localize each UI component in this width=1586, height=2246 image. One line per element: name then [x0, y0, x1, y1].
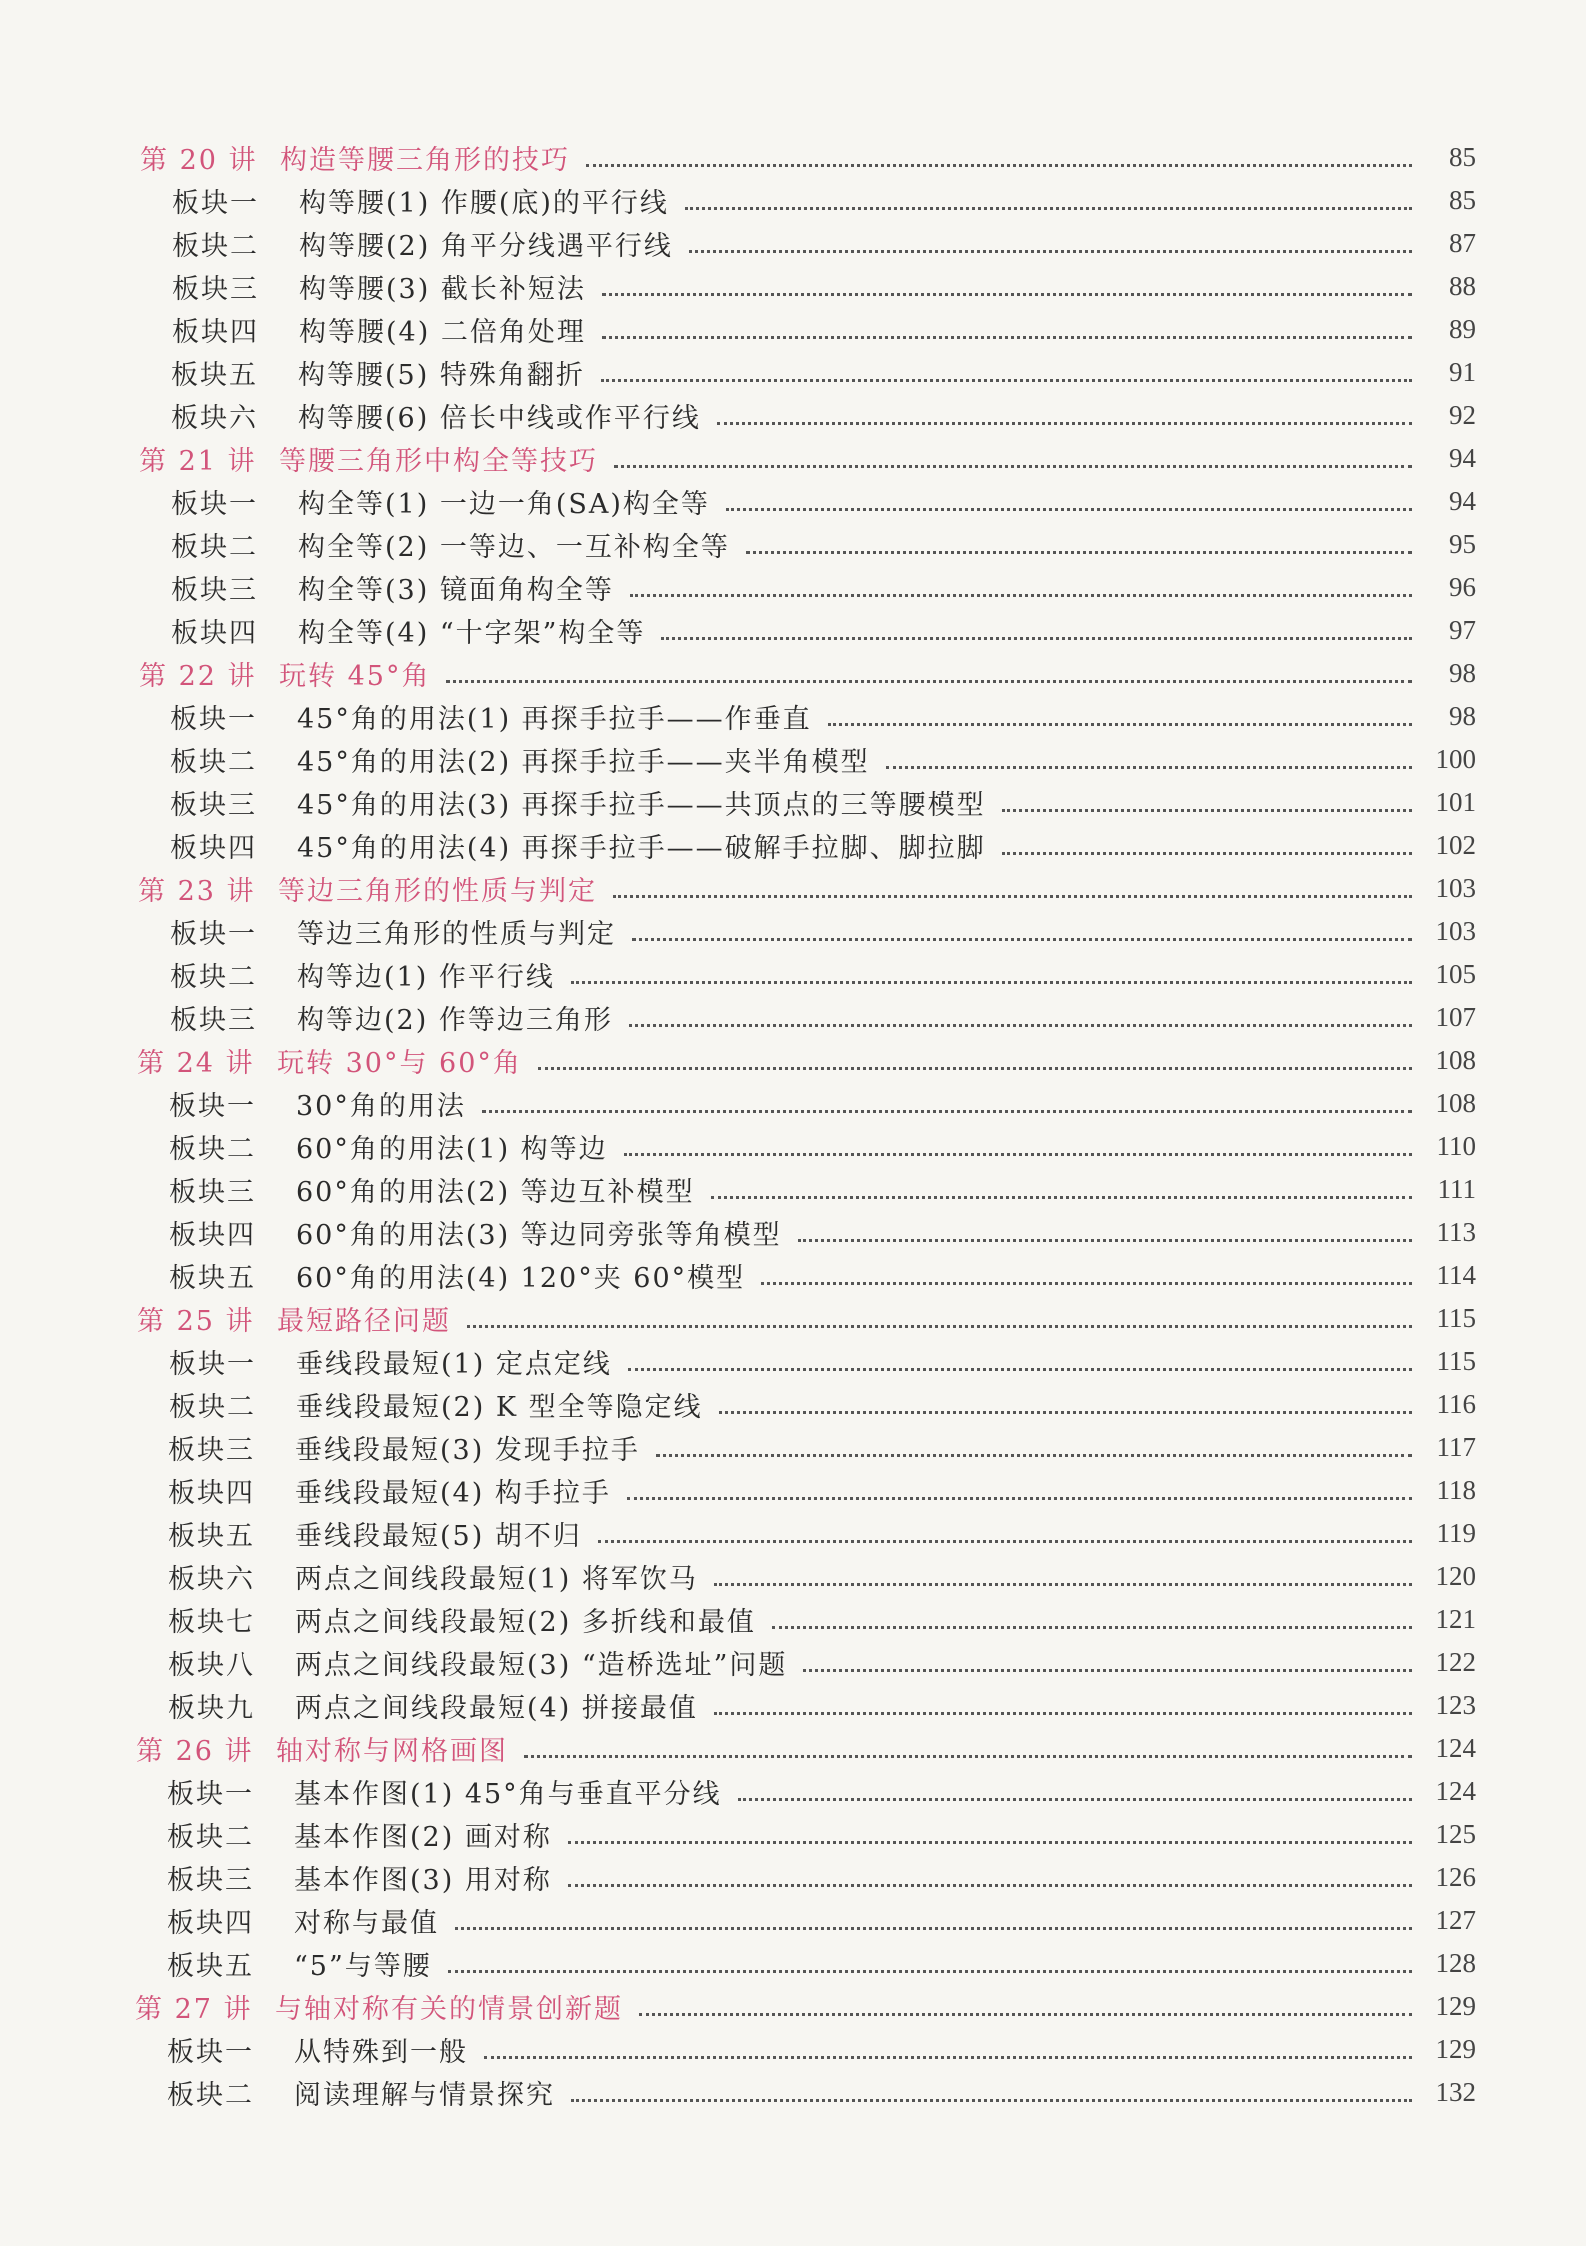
section-number: 板块二: [170, 962, 257, 993]
toc-entry-label: [136, 1729, 508, 1768]
toc-entry-label: [167, 2073, 555, 2112]
section-title: 构等腰(2) 角平分线遇平行线: [299, 231, 673, 262]
section-number: 板块二: [167, 1822, 254, 1853]
section-number: 板块一: [172, 188, 259, 219]
toc-section-row[interactable]: [168, 1555, 1476, 1598]
dot-leader: [538, 1067, 1412, 1070]
section-title: 60°角的用法(1) 构等边: [296, 1134, 608, 1165]
page-number: 114: [1436, 1260, 1476, 1290]
section-title: 构全等(4) “十字架”构全等: [298, 618, 646, 649]
toc-section-row[interactable]: [172, 265, 1476, 308]
page-number: 129: [1435, 2034, 1476, 2064]
page-number: 101: [1435, 787, 1476, 817]
page-number: 85: [1449, 185, 1476, 215]
section-title: 基本作图(2) 画对称: [294, 1822, 552, 1853]
section-title: 基本作图(1) 45°角与垂直平分线: [294, 1779, 722, 1810]
toc-entry-label: [169, 1170, 695, 1209]
section-number: 板块二: [169, 1134, 256, 1165]
section-number: 板块三: [172, 274, 259, 305]
toc-lecture-row[interactable]: [139, 437, 1476, 480]
toc-entry-label: [172, 224, 673, 263]
section-number: 板块三: [169, 1177, 256, 1208]
section-number: 板块四: [171, 618, 258, 649]
dot-leader: [613, 895, 1412, 898]
page-number: 91: [1449, 357, 1476, 387]
dot-leader: [798, 1239, 1412, 1242]
toc-entry-label: [167, 2030, 468, 2069]
toc-section-row[interactable]: [169, 1340, 1476, 1383]
section-number: 板块四: [172, 317, 259, 348]
toc-section-row[interactable]: [168, 1512, 1476, 1555]
dot-leader: [661, 637, 1412, 640]
toc-lecture-row[interactable]: [139, 652, 1476, 695]
section-title: 60°角的用法(3) 等边同旁张等角模型: [296, 1220, 782, 1251]
section-number: 板块一: [171, 489, 258, 520]
toc-entry-label: [170, 826, 986, 865]
section-title: 等边三角形的性质与判定: [297, 919, 616, 950]
toc-section-row[interactable]: [167, 2071, 1476, 2114]
dot-leader: [656, 1454, 1412, 1457]
page-number: 97: [1449, 615, 1476, 645]
toc-section-row[interactable]: [169, 1168, 1476, 1211]
section-number: 板块四: [168, 1478, 255, 1509]
lecture-title: 轴对称与网格画图: [276, 1736, 508, 1767]
toc-entry-label: [172, 267, 586, 306]
toc-entry-label: [172, 181, 669, 220]
section-number: 板块七: [168, 1607, 255, 1638]
section-title: 阅读理解与情景探究: [294, 2080, 555, 2111]
toc-entry-label: [168, 1557, 698, 1596]
toc-entry-label: [170, 740, 870, 779]
page-number: 124: [1435, 1733, 1476, 1763]
lecture-number: 第 24 讲: [137, 1048, 255, 1079]
lecture-number: 第 20 讲: [140, 145, 258, 176]
table-of-contents: [0, 136, 1586, 2114]
dot-leader: [446, 680, 1412, 683]
toc-entry-label: [137, 1041, 522, 1080]
dot-leader: [726, 508, 1412, 511]
dot-leader: [1002, 809, 1412, 812]
toc-section-row[interactable]: [167, 2028, 1476, 2071]
toc-lecture-row[interactable]: [137, 1039, 1476, 1082]
page-number: 95: [1449, 529, 1476, 559]
dot-leader: [448, 1970, 1412, 1973]
dot-leader: [746, 551, 1412, 554]
dot-leader: [1002, 852, 1412, 855]
toc-entry-label: [138, 869, 597, 908]
toc-entry-label: [169, 1084, 466, 1123]
section-title: “5”与等腰: [294, 1951, 432, 1982]
page-number: 127: [1435, 1905, 1476, 1935]
dot-leader: [484, 2056, 1412, 2059]
page-number: 89: [1449, 314, 1476, 344]
dot-leader: [711, 1196, 1412, 1199]
toc-entry-label: [168, 1643, 787, 1682]
section-title: 60°角的用法(4) 120°夹 60°模型: [296, 1263, 746, 1294]
toc-entry-label: [168, 1514, 582, 1553]
toc-entry-label: [168, 1428, 640, 1467]
toc-entry-label: [169, 1385, 703, 1424]
section-number: 板块五: [171, 360, 258, 391]
page-number: 126: [1435, 1862, 1476, 1892]
toc-section-row[interactable]: [172, 308, 1476, 351]
lecture-title: 等边三角形的性质与判定: [278, 876, 597, 907]
dot-leader: [828, 723, 1412, 726]
dot-leader: [482, 1110, 1412, 1113]
section-title: 垂线段最短(3) 发现手拉手: [295, 1435, 640, 1466]
toc-entry-label: [170, 998, 613, 1037]
section-number: 板块四: [169, 1220, 256, 1251]
toc-section-row[interactable]: [167, 1942, 1476, 1985]
section-number: 板块六: [168, 1564, 255, 1595]
toc-entry-label: [168, 1471, 611, 1510]
dot-leader: [568, 1841, 1412, 1844]
dot-leader: [761, 1282, 1412, 1285]
toc-entry-label: [172, 310, 586, 349]
dot-leader: [601, 379, 1412, 382]
toc-section-row[interactable]: [169, 1082, 1476, 1125]
toc-lecture-row[interactable]: [136, 1727, 1476, 1770]
lecture-number: 第 25 讲: [137, 1306, 255, 1337]
section-title: 构等腰(1) 作腰(底)的平行线: [299, 188, 669, 219]
section-title: 垂线段最短(2) K 型全等隐定线: [296, 1392, 703, 1423]
toc-section-row[interactable]: [169, 1254, 1476, 1297]
toc-entry-label: [139, 654, 430, 693]
dot-leader: [803, 1669, 1412, 1672]
toc-entry-label: [170, 912, 616, 951]
page-number: 123: [1435, 1690, 1476, 1720]
toc-section-row[interactable]: [169, 1125, 1476, 1168]
section-number: 板块五: [169, 1263, 256, 1294]
dot-leader: [717, 422, 1412, 425]
section-title: 45°角的用法(3) 再探手拉手——共顶点的三等腰模型: [297, 790, 986, 821]
page-number: 121: [1435, 1604, 1476, 1634]
page-number: 94: [1449, 443, 1476, 473]
page-number: 122: [1435, 1647, 1476, 1677]
toc-section-row[interactable]: [171, 394, 1476, 437]
section-title: 45°角的用法(1) 再探手拉手——作垂直: [297, 704, 812, 735]
page-number: 115: [1436, 1346, 1476, 1376]
page-number: 107: [1435, 1002, 1476, 1032]
dot-leader: [629, 1024, 1412, 1027]
section-number: 板块九: [168, 1693, 255, 1724]
dot-leader: [568, 1884, 1412, 1887]
toc-entry-label: [167, 1901, 439, 1940]
dot-leader: [639, 2013, 1412, 2016]
toc-section-row[interactable]: [170, 738, 1476, 781]
lecture-number: 第 21 讲: [139, 446, 257, 477]
lecture-title: 构造等腰三角形的技巧: [280, 145, 570, 176]
dot-leader: [571, 2099, 1412, 2102]
dot-leader: [719, 1411, 1412, 1414]
toc-section-row[interactable]: [172, 222, 1476, 265]
toc-section-row[interactable]: [170, 910, 1476, 953]
toc-entry-label: [168, 1686, 698, 1725]
section-number: 板块五: [167, 1951, 254, 1982]
section-title: 60°角的用法(2) 等边互补模型: [296, 1177, 695, 1208]
page-number: 87: [1449, 228, 1476, 258]
page-number: 108: [1435, 1045, 1476, 1075]
page-number: 128: [1435, 1948, 1476, 1978]
toc-section-row[interactable]: [171, 480, 1476, 523]
page-number: 96: [1449, 572, 1476, 602]
toc-section-row[interactable]: [170, 953, 1476, 996]
page-number: 103: [1435, 873, 1476, 903]
page-number: 85: [1449, 142, 1476, 172]
dot-leader: [772, 1626, 1412, 1629]
dot-leader: [586, 164, 1412, 167]
lecture-title: 最短路径问题: [277, 1306, 451, 1337]
page-number: 94: [1449, 486, 1476, 516]
section-number: 板块一: [169, 1091, 256, 1122]
page-number: 117: [1436, 1432, 1476, 1462]
section-title: 构全等(1) 一边一角(SA)构全等: [298, 489, 710, 520]
toc-entry-label: [167, 1944, 432, 1983]
toc-entry-label: [171, 611, 645, 650]
section-number: 板块二: [171, 532, 258, 563]
section-title: 构等边(1) 作平行线: [297, 962, 555, 993]
page-number: 125: [1435, 1819, 1476, 1849]
section-number: 板块六: [171, 403, 258, 434]
dot-leader: [598, 1540, 1412, 1543]
section-number: 板块四: [170, 833, 257, 864]
toc-entry-label: [171, 353, 585, 392]
section-number: 板块五: [168, 1521, 255, 1552]
section-number: 板块三: [170, 790, 257, 821]
toc-lecture-row[interactable]: [138, 867, 1476, 910]
toc-section-row[interactable]: [167, 1899, 1476, 1942]
page-number: 105: [1435, 959, 1476, 989]
section-number: 板块一: [167, 1779, 254, 1810]
section-title: 对称与最值: [294, 1908, 439, 1939]
section-number: 板块八: [168, 1650, 255, 1681]
dot-leader: [630, 594, 1412, 597]
dot-leader: [602, 293, 1412, 296]
toc-section-row[interactable]: [168, 1426, 1476, 1469]
toc-entry-label: [170, 955, 555, 994]
toc-section-row[interactable]: [171, 566, 1476, 609]
page-number: 92: [1449, 400, 1476, 430]
toc-section-row[interactable]: [168, 1684, 1476, 1727]
section-number: 板块三: [168, 1435, 255, 1466]
dot-leader: [714, 1583, 1412, 1586]
section-title: 构等腰(4) 二倍角处理: [299, 317, 586, 348]
toc-entry-label: [171, 568, 614, 607]
section-title: 45°角的用法(4) 再探手拉手——破解手拉脚、脚拉脚: [297, 833, 986, 864]
dot-leader: [685, 207, 1412, 210]
lecture-number: 第 26 讲: [136, 1736, 254, 1767]
section-title: 30°角的用法: [296, 1091, 466, 1122]
dot-leader: [467, 1325, 1412, 1328]
lecture-title: 等腰三角形中构全等技巧: [279, 446, 598, 477]
toc-entry-label: [170, 697, 812, 736]
toc-section-row[interactable]: [170, 695, 1476, 738]
section-title: 构全等(3) 镜面角构全等: [298, 575, 614, 606]
toc-section-row[interactable]: [168, 1641, 1476, 1684]
page-number: 118: [1436, 1475, 1476, 1505]
section-title: 构等边(2) 作等边三角形: [297, 1005, 613, 1036]
page-number: 116: [1436, 1389, 1476, 1419]
section-title: 45°角的用法(2) 再探手拉手——夹半角模型: [297, 747, 870, 778]
toc-lecture-row[interactable]: [135, 1985, 1476, 2028]
page-number: 120: [1435, 1561, 1476, 1591]
section-title: 垂线段最短(5) 胡不归: [295, 1521, 582, 1552]
section-title: 垂线段最短(1) 定点定线: [296, 1349, 612, 1380]
page-number: 88: [1449, 271, 1476, 301]
lecture-title: 与轴对称有关的情景创新题: [275, 1994, 623, 2025]
toc-lecture-row[interactable]: [140, 136, 1476, 179]
toc-entry-label: [169, 1256, 745, 1295]
section-title: 从特殊到一般: [294, 2037, 468, 2068]
dot-leader: [714, 1712, 1412, 1715]
toc-entry-label: [167, 1772, 722, 1811]
toc-section-row[interactable]: [169, 1383, 1476, 1426]
toc-entry-label: [137, 1299, 451, 1338]
page-number: 110: [1436, 1131, 1476, 1161]
section-title: 两点之间线段最短(1) 将军饮马: [295, 1564, 698, 1595]
page-number: 98: [1449, 701, 1476, 731]
toc-entry-label: [135, 1987, 623, 2026]
toc-section-row[interactable]: [168, 1469, 1476, 1512]
dot-leader: [602, 336, 1412, 339]
dot-leader: [627, 1497, 1412, 1500]
toc-section-row[interactable]: [170, 781, 1476, 824]
section-title: 两点之间线段最短(2) 多折线和最值: [295, 1607, 756, 1638]
dot-leader: [624, 1153, 1412, 1156]
dot-leader: [886, 766, 1412, 769]
toc-entry-label: [140, 138, 570, 177]
section-title: 构等腰(6) 倍长中线或作平行线: [298, 403, 701, 434]
page-number: 103: [1435, 916, 1476, 946]
toc-section-row[interactable]: [167, 1813, 1476, 1856]
section-number: 板块二: [170, 747, 257, 778]
page-number: 124: [1435, 1776, 1476, 1806]
lecture-number: 第 27 讲: [135, 1994, 253, 2025]
toc-section-row[interactable]: [172, 179, 1476, 222]
toc-section-row[interactable]: [168, 1598, 1476, 1641]
section-title: 构等腰(3) 截长补短法: [299, 274, 586, 305]
page-number: 119: [1436, 1518, 1476, 1548]
page-number: 129: [1435, 1991, 1476, 2021]
toc-section-row[interactable]: [170, 996, 1476, 1039]
toc-entry-label: [171, 525, 730, 564]
section-number: 板块一: [169, 1349, 256, 1380]
page-number: 100: [1435, 744, 1476, 774]
toc-entry-label: [168, 1600, 756, 1639]
section-title: 两点之间线段最短(4) 拼接最值: [295, 1693, 698, 1724]
toc-entry-label: [171, 396, 701, 435]
lecture-title: 玩转 45°角: [279, 661, 431, 692]
toc-section-row[interactable]: [167, 1856, 1476, 1899]
section-number: 板块二: [167, 2080, 254, 2111]
section-title: 构等腰(5) 特殊角翻折: [298, 360, 585, 391]
toc-lecture-row[interactable]: [137, 1297, 1476, 1340]
toc-section-row[interactable]: [167, 1770, 1476, 1813]
toc-entry-label: [169, 1213, 782, 1252]
toc-section-row[interactable]: [171, 609, 1476, 652]
page-number: 132: [1435, 2077, 1476, 2107]
dot-leader: [455, 1927, 1412, 1930]
toc-section-row[interactable]: [171, 351, 1476, 394]
section-title: 构全等(2) 一等边、一互补构全等: [298, 532, 730, 563]
toc-entry-label: [169, 1342, 612, 1381]
page-number: 115: [1436, 1303, 1476, 1333]
page-number: 113: [1436, 1217, 1476, 1247]
lecture-number: 第 23 讲: [138, 876, 256, 907]
dot-leader: [628, 1368, 1412, 1371]
dot-leader: [738, 1798, 1412, 1801]
toc-entry-label: [170, 783, 986, 822]
section-number: 板块一: [170, 704, 257, 735]
dot-leader: [571, 981, 1412, 984]
toc-entry-label: [167, 1858, 552, 1897]
toc-section-row[interactable]: [169, 1211, 1476, 1254]
toc-section-row[interactable]: [170, 824, 1476, 867]
toc-entry-label: [169, 1127, 608, 1166]
page-number: 102: [1435, 830, 1476, 860]
toc-entry-label: [139, 439, 598, 478]
dot-leader: [524, 1755, 1412, 1758]
section-title: 基本作图(3) 用对称: [294, 1865, 552, 1896]
section-number: 板块三: [171, 575, 258, 606]
section-title: 垂线段最短(4) 构手拉手: [295, 1478, 611, 1509]
section-number: 板块二: [169, 1392, 256, 1423]
section-number: 板块三: [170, 1005, 257, 1036]
page-number: 108: [1435, 1088, 1476, 1118]
dot-leader: [689, 250, 1412, 253]
section-number: 板块三: [167, 1865, 254, 1896]
section-number: 板块一: [170, 919, 257, 950]
page-number: 111: [1437, 1174, 1476, 1204]
section-number: 板块一: [167, 2037, 254, 2068]
section-title: 两点之间线段最短(3) “造桥选址”问题: [295, 1650, 788, 1681]
lecture-title: 玩转 30°与 60°角: [277, 1048, 522, 1079]
dot-leader: [632, 938, 1412, 941]
lecture-number: 第 22 讲: [139, 661, 257, 692]
toc-entry-label: [167, 1815, 552, 1854]
toc-section-row[interactable]: [171, 523, 1476, 566]
toc-entry-label: [171, 482, 710, 521]
page-number: 98: [1449, 658, 1476, 688]
dot-leader: [614, 465, 1412, 468]
section-number: 板块二: [172, 231, 259, 262]
section-number: 板块四: [167, 1908, 254, 1939]
